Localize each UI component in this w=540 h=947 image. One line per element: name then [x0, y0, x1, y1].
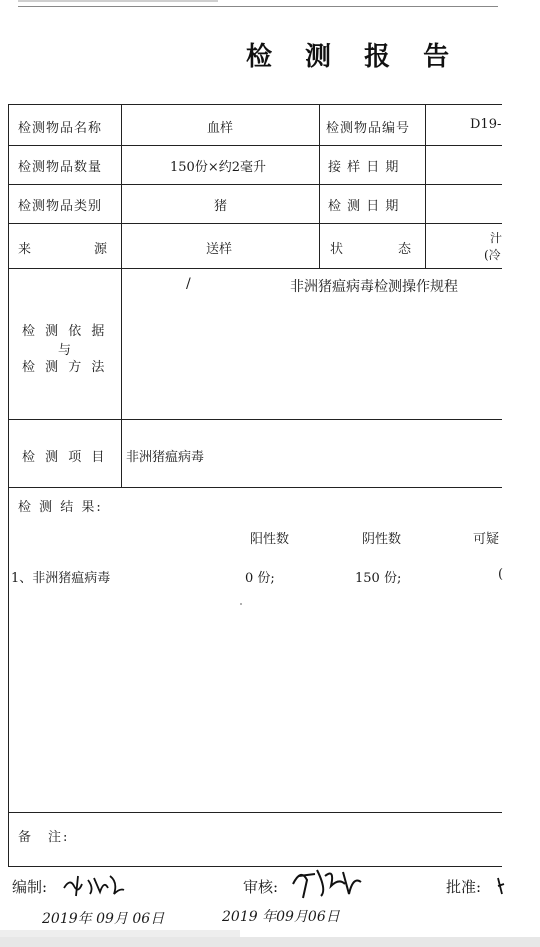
basis-slash: /	[186, 276, 191, 292]
scan-top-line	[18, 6, 498, 7]
col-divider	[319, 104, 320, 268]
label-status-char1: 状	[330, 242, 344, 257]
reviewer-date-month: 09	[276, 909, 294, 925]
reviewer-date	[222, 906, 340, 926]
value-item-category: 猪	[214, 199, 228, 214]
label-source-char2: 源	[94, 242, 110, 257]
row-divider	[8, 268, 502, 269]
approver-signature	[496, 872, 506, 902]
results-positive-count: 0 份;	[245, 571, 275, 586]
scan-bottom-shade	[0, 937, 540, 947]
row-divider	[8, 145, 502, 146]
col-divider	[425, 104, 426, 268]
reviewer-date-day: 06	[307, 909, 326, 925]
label-item-name: 检测物品名称	[18, 121, 103, 136]
editor-date	[42, 908, 164, 928]
reviewer-date-day-char: 日	[325, 909, 340, 925]
col-divider	[121, 104, 122, 487]
value-item-name: 血样	[207, 121, 234, 136]
editor-date-day-char: 日	[150, 911, 165, 927]
value-test-item: 非洲猪瘟病毒	[126, 450, 205, 465]
results-col-suspect: 可疑	[473, 532, 500, 547]
row-divider	[8, 184, 502, 185]
results-negative-count: 150 份;	[355, 571, 402, 586]
label-basis-line2: 与	[58, 343, 72, 358]
basis-method: 非洲猪瘟病毒检测操作规程	[290, 279, 458, 295]
row-divider	[8, 487, 502, 488]
results-heading: 检 测 结 果:	[18, 500, 103, 515]
reviewer-label: 审核:	[243, 878, 279, 896]
label-basis-line1: 检 测 依 据	[22, 324, 108, 339]
reviewer-date-year-char: 年	[262, 909, 277, 925]
editor-date-month: 09	[96, 911, 114, 927]
scan-bottom-shade	[0, 930, 240, 937]
label-test-item: 检 测 项 目	[22, 450, 108, 465]
editor-date-year-char: 年	[77, 911, 92, 927]
results-col-negative: 阴性数	[362, 532, 402, 547]
label-source-char1: 来	[18, 242, 34, 257]
row-divider	[8, 419, 502, 420]
editor-date-year: 2019	[42, 911, 78, 927]
editor-label: 编制:	[12, 878, 48, 896]
reviewer-date-month-char: 月	[293, 909, 308, 925]
report-title: 检 测 报 告	[246, 42, 462, 72]
scan-speck	[240, 603, 242, 605]
label-receive-date: 接 样 日 期	[328, 160, 400, 175]
reviewer-signature	[287, 862, 367, 902]
results-suspect-count: (	[498, 567, 504, 582]
value-source: 送样	[206, 242, 233, 257]
scan-top-shade	[18, 0, 218, 2]
remark-label: 备 注:	[18, 830, 70, 845]
results-row-name: 1、非洲猪瘟病毒	[11, 571, 111, 586]
label-basis-line3: 检 测 方 法	[22, 360, 108, 375]
value-status-line2: (冷	[484, 248, 501, 262]
row-divider	[8, 223, 502, 224]
report-table	[8, 104, 502, 867]
label-item-number: 检测物品编号	[326, 121, 411, 136]
results-col-positive: 阳性数	[250, 532, 290, 547]
value-item-quantity: 150份×约2毫升	[170, 160, 266, 175]
reviewer-date-year: 2019	[222, 909, 258, 925]
approver-label: 批准:	[446, 878, 482, 896]
value-item-number: D19-	[470, 117, 502, 132]
label-status-char2: 态	[398, 242, 412, 257]
value-status-line1: 汁	[490, 231, 503, 245]
label-item-quantity: 检测物品数量	[18, 160, 103, 175]
editor-date-month-char: 月	[113, 911, 128, 927]
label-test-date: 检 测 日 期	[328, 199, 400, 214]
editor-date-day: 06	[132, 911, 151, 927]
label-item-category: 检测物品类别	[18, 199, 103, 214]
row-divider	[8, 812, 502, 813]
editor-signature	[60, 870, 130, 900]
